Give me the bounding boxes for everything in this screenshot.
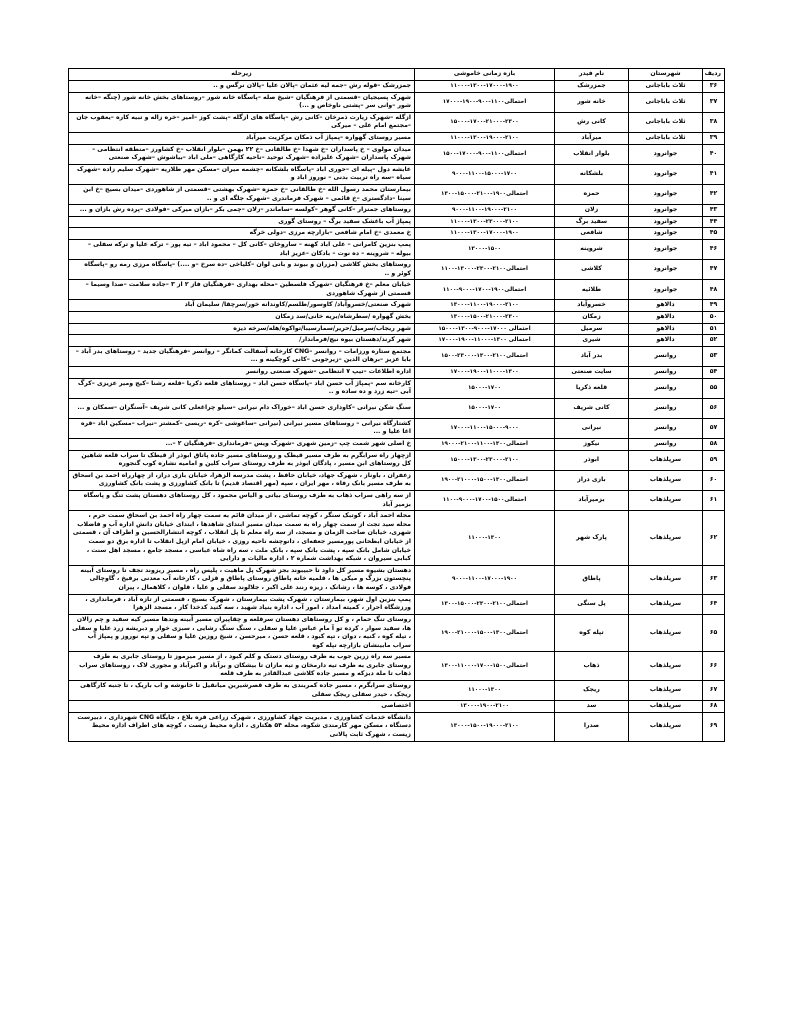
row-number: ۶۸ xyxy=(703,701,725,713)
table-row xyxy=(69,323,725,335)
table-row xyxy=(69,378,725,398)
header-feeder: نام فیدر xyxy=(555,69,629,81)
row-number: ۴۶ xyxy=(703,239,725,259)
feeder-cell: میرآباد xyxy=(555,132,629,144)
header-radif: ردیف xyxy=(703,69,725,81)
row-number: ۴۸ xyxy=(703,280,725,300)
row-number: ۵۵ xyxy=(703,378,725,398)
row-number: ۴۵ xyxy=(703,228,725,240)
schedule-cell: ۱۳۰۰۰-۱۹۰۰-۲۱۰۰ xyxy=(415,701,555,713)
area-cell: خیابان معلم –خ فرهنگیان –شهرک فلسطین –محله بهداری –فرهنگیان فاز ۲ از ۳ –جاده سلامت –صدا وسیما –قسمتی از شهرک شاهوردی xyxy=(69,280,415,300)
schedule-cell: ۱۱۰۰۰-۱۳۰۰ xyxy=(415,511,555,566)
area-cell: شهر کرند/دهستان بیوه نیچ/فرماندار/ xyxy=(69,335,415,347)
table-row xyxy=(69,164,725,184)
table-row xyxy=(69,205,725,217)
city-cell: جوانرود xyxy=(629,260,703,280)
outage-table xyxy=(68,68,725,742)
row-number: ۵۸ xyxy=(703,439,725,451)
city-cell: سرپلذهاب xyxy=(629,652,703,681)
area-cell: کشتارگاه نیرانی – روستاهای مسیر نیرانی (نیرانی –ساغوشی –کره –ریسی –کمشتر –نیراب –مسکین اباد –قره اغا علیا و ... xyxy=(69,418,415,438)
city-cell: روانسر xyxy=(629,346,703,366)
schedule-cell: احتمالی۲۱۰۰-۲۳۰۰-۱۳۰۰۰-۱۱۰۰ xyxy=(415,260,555,280)
schedule-cell: ۱۳۰۰۰-۱۵۰۰-۲۱۰۰۰-۲۳۰۰ xyxy=(415,312,555,324)
area-cell: سنگ شکن نیرانی –کاوداری حسن اباد –خوراک دام نیرانی –سیلو چراغعلی کانی شریف –آسنگران –سمکان و ... xyxy=(69,398,415,418)
feeder-cell: شروینه xyxy=(555,239,629,259)
area-cell: اختصاصی xyxy=(69,701,415,713)
row-number: ۴۲ xyxy=(703,184,725,204)
area-cell: شهر ریجاب/سرمیل/حریر/سمارسیبا/تواکوه/هله/سرخه دیزه xyxy=(69,323,415,335)
table-row xyxy=(69,652,725,681)
city-cell: سرپلذهاب xyxy=(629,470,703,490)
feeder-cell: کلاشی xyxy=(555,260,629,280)
schedule-cell: ۱۵۰۰۰-۱۳۰۰-۹۰۰۰-۱۷۰۰۰ احتمالی xyxy=(415,323,555,335)
city-cell: روانسر xyxy=(629,378,703,398)
table-row xyxy=(69,132,725,144)
power-outage-schedule xyxy=(68,68,724,742)
feeder-cell: شافعی xyxy=(555,228,629,240)
row-number: ۵۹ xyxy=(703,450,725,470)
area-cell: مسیر روستای گهواره –پمپاژ آب ذمکان مرکزیت میرآباد xyxy=(69,132,415,144)
feeder-cell: جمزرشک xyxy=(555,81,629,93)
row-number: ۶۹ xyxy=(703,712,725,741)
area-cell: زعفران ، باوناز ، شهرک جهاد، خیابان حافظ ، پشت مدرسه الزهرا، خیابان بازی دراز، از چهارراه احمد بن اسحاق به طرف مسیر بانک رفاه ، مهر ایران ، سپه (مهر اقتصاد قدیم) تا بانک کشاورزی و پشت بانک کشاورزی xyxy=(69,470,415,490)
city-cell: روانسر xyxy=(629,418,703,438)
area-cell: روستاهای جمنزار –کانی گوهر –کولسه –ساماندر –زلان –چمی بکر –بازان میرکی –فولادی –پرده رش بازان و ... xyxy=(69,205,415,217)
row-number: ۵۱ xyxy=(703,323,725,335)
area-cell: عابشه دول –پیله ای –حوری اباد –پاسگاه بلشکانه –چشمه میران –مسکن مهر طلاریه –شهرک سلیم زاده –شهرک سیاه –سه راه تربیت بدنی – نوروز اباد و xyxy=(69,164,415,184)
schedule-cell: ۱۷۰۰۰-۱۱۰۰-۱۵۰۰۰-۹۰۰۰ xyxy=(415,418,555,438)
area-cell: روستای تنگ حمام ، و کل روستاهای دهستان سرقلعه و چقاپیران مسیر آبینه وندها مسیر کیه سفید و چم زالان ها، سفید سوار ، کرده تو آ مام عباس علیا و سفلی ، سنگ سنگ رشایی ، سبزی خوار و دبریشه زرد علیا و سفلی ، تیله کوه ، کنیه ، دوان ، تپه کبود ، قلعه حسن ، میرحسن ، شیخ روزین علیا و سفلی و تپه نوروز و پمپاژ آب سراب مابینشان بازارچه تپله کوه xyxy=(69,614,415,651)
table-row xyxy=(69,184,725,204)
row-number: ۵۲ xyxy=(703,335,725,347)
table-row xyxy=(69,144,725,164)
feeder-cell: کانی شریف xyxy=(555,398,629,418)
feeder-cell: شیری xyxy=(555,335,629,347)
area-cell: میدان مولوی – خ پاسداران –خ شهدا –خ طالقانی –خ ۲۲ بهمن –بلوار انقلاب –خ کشاورز –منطقه انتظامی –شهرک پاسداران –شهرک علیزاده –شهرک توحید –ناحیه کارگاهی –ملی اباد –بیاشوش –شهرک صنعتی xyxy=(69,144,415,164)
table-row xyxy=(69,81,725,93)
feeder-cell: ذهاب xyxy=(555,652,629,681)
feeder-cell: سایت صنعتی xyxy=(555,367,629,379)
area-cell: از سه راهی سراب ذهاب به طرف روستای بیاتی و الیاس محمود ، کل روستاهای دهستان پشت تنگ و پاسگاه بزمیر آباد xyxy=(69,490,415,510)
area-cell: بیمارستان محمد رسول الله –خ طالقانی –خ حمزه –شهرک بهشتی –قسمتی از شاهوردی –میدان بسیج –خ ابن سینا –دادگستری –خ قائمی – شهرک فرماندری –شهرک جلگه ای و .. xyxy=(69,184,415,204)
schedule-cell: ۹۰۰۰-۱۱۰۰-۱۷۰۰۰-۱۹۰۰ xyxy=(415,565,555,594)
table-row xyxy=(69,300,725,312)
row-number: ۵۷ xyxy=(703,418,725,438)
feeder-cell: طلائیه xyxy=(555,280,629,300)
row-number: ۳۹ xyxy=(703,132,725,144)
schedule-cell: ۱۱۰۰۰-۱۳۰۰-۲۳۰۰۰-۲۱۰۰ xyxy=(415,216,555,228)
city-cell: جوانرود xyxy=(629,164,703,184)
table-row xyxy=(69,228,725,240)
table-header-row xyxy=(69,69,725,81)
row-number: ۶۰ xyxy=(703,470,725,490)
table-row xyxy=(69,565,725,594)
feeder-cell: خانه شور xyxy=(555,92,629,112)
schedule-cell: احتمالی۱۵۰۰-۱۷۰۰-۹۰۰۰-۱۱۰۰ xyxy=(415,490,555,510)
feeder-cell: پارک شهر xyxy=(555,511,629,566)
row-number: ۵۳ xyxy=(703,346,725,366)
row-number: ۴۷ xyxy=(703,260,725,280)
table-row xyxy=(69,92,725,112)
city-cell: روانسر xyxy=(629,398,703,418)
feeder-cell: نیرانی xyxy=(555,418,629,438)
row-number: ۴۴ xyxy=(703,216,725,228)
city-cell: سرپلذهاب xyxy=(629,511,703,566)
header-city: شهرستان xyxy=(629,69,703,81)
table-row xyxy=(69,701,725,713)
feeder-cell: سفید برگ xyxy=(555,216,629,228)
schedule-cell: ۱۱۰۰۰-۱۳۰۰ xyxy=(415,681,555,701)
row-number: ۵۴ xyxy=(703,367,725,379)
city-cell: ثلاث باباجانی xyxy=(629,132,703,144)
schedule-cell: احتمالی۱۹۰۰-۲۱۰۰-۱۵۰۰۰-۱۳۰۰ xyxy=(415,184,555,204)
row-number: ۳۸ xyxy=(703,112,725,132)
feeder-cell: بازی دراز xyxy=(555,470,629,490)
schedule-cell: ۱۱۰۰۰-۱۳۰۰-۱۹۰۰۰-۲۱۰۰ xyxy=(415,132,555,144)
feeder-cell: ابوذر xyxy=(555,450,629,470)
city-cell: دالاهو xyxy=(629,312,703,324)
feeder-cell: بزمیرآباد xyxy=(555,490,629,510)
city-cell: جوانرود xyxy=(629,228,703,240)
row-number: ۶۲ xyxy=(703,511,725,566)
area-cell: شهرک صنعتی/خسروآباد/ کاوسور/طلسم/کاوندانه خور/سرچقا/ سلیمان آباد xyxy=(69,300,415,312)
feeder-cell: حمزه xyxy=(555,184,629,204)
area-cell: دهستان بشیوه مسیر کل داود تا حبیبوند بجز شهرک پل ماهیت ، پلیس راه ، مسیر ریزوند تجف تا روستای آبینه پنچستون بزرگ و میکی ها ، قلمیه خانه پاطاق روستای پاطاق و قزلی ، کارخانه آب معدنی برفیخ ، گاوچالی فولادی ، کوسه ها ، رشانک ، زیزه رنند علی اکبر ، جلالوند سفلی و علیا ، قلوان ، کلاهمال ، پیران xyxy=(69,565,415,594)
table-row xyxy=(69,280,725,300)
city-cell: سرپلذهاب xyxy=(629,614,703,651)
city-cell: سرپلذهاب xyxy=(629,490,703,510)
table-row xyxy=(69,346,725,366)
feeder-cell: قلعه ذکریا xyxy=(555,378,629,398)
feeder-cell: پل سنگی xyxy=(555,594,629,614)
schedule-cell: احتمالی۱۹۰۰-۱۷۰۰-۹۰۰۰-۱۱۰۰ xyxy=(415,280,555,300)
feeder-cell: سرمیل xyxy=(555,323,629,335)
table-row xyxy=(69,614,725,651)
row-number: ۳۶ xyxy=(703,81,725,93)
city-cell: ثلاث باباجانی xyxy=(629,92,703,112)
area-cell: دانشگاه خدمات کشاورزی ، مدیریت جهاد کشاورزی ، شهرک زراعی قره بلاغ ، جایگاه CNG شهرداری ، دبیرست دستگاه ، مسکن مهر کارمندی شکوه، محله ۵۴ هکتاری ، اداره محیط زیست ، کوچه های اطراف اداره محیط زیست ، شهرک ثابت پالانی xyxy=(69,712,415,741)
schedule-cell: ۱۵۰۰۰-۱۷۰۰ xyxy=(415,398,555,418)
schedule-cell: احتمالی۱۳۰۰-۱۵۰۰-۲۱۰۰۰-۱۹۰۰ xyxy=(415,470,555,490)
feeder-cell: صدرا xyxy=(555,712,629,741)
city-cell: جوانرود xyxy=(629,216,703,228)
area-cell: روستای سرابگرم ، مسیر جاده کمربندی به طرف قصرشیرین میانقیل تا خانوشه و اب باریک ، تا جنبه کارگاهی ریجک ، حیدر سفلی ریجک سفلی xyxy=(69,681,415,701)
header-schedule: بازه زمانی خاموشی xyxy=(415,69,555,81)
feeder-cell: پاطاق xyxy=(555,565,629,594)
row-number: ۶۷ xyxy=(703,681,725,701)
table-row xyxy=(69,260,725,280)
area-cell: مسیر سه راه زرین جوب به طرف روستای دستک و کلم کبود ، از مسیر میرموز تا روستای جابری به طرف روستای جابری به طرف تیه دارمخان و تیه مازان تا بیشکان و برآباد و اکبرآباد و مجوری لاک ، روستاهای سراب ذهاب تا ملة دیزکه و مسیر جاده کلاشی عبدالقادر به طرف قلعه xyxy=(69,652,415,681)
schedule-cell: ۱۹۰۰۰-۲۱۰۰-۱۱۰۰-۱۳۰۰احتمالی xyxy=(415,439,555,451)
area-cell: شهرک پسیجیان –قسمتی از فرهنگیان –شیخ صله –پاسگاه خانه شور –روستاهای بخش خانه شور (چنگه –خانه شور –وانی سر –پشتی ناوخاص و ...) xyxy=(69,92,415,112)
area-cell: پمپ بنزین اول شهر، بیمارستان ، شهرک پشت بیمارستان ، شهرک بسیج ، قسمتی از تازه آباد ، فرمانداری ، ورزشگاه احرار ، کمیته امداد ، امور آب ، اداره بنیاد شهید ، سه کنید کدخدا کار ، مسجد الزهرا xyxy=(69,594,415,614)
table-row xyxy=(69,216,725,228)
city-cell: جوانرود xyxy=(629,184,703,204)
city-cell: ثلاث باباجانی xyxy=(629,81,703,93)
city-cell: جوانرود xyxy=(629,205,703,217)
schedule-cell: ۱۳۰۰۰-۱۱۰۰-۱۹۰۰۰-۲۱۰۰ xyxy=(415,300,555,312)
row-number: ۴۰ xyxy=(703,144,725,164)
area-cell: پمپ بنزین کامرانی – علی اباد کهنه – ساروخان –کانی کل – محمود اباد – تیه پور – ترکه علیا و ترکه سفلی – بیوله – شروینه – ده نوت – بادکان –عزیز اباد xyxy=(69,239,415,259)
feeder-cell: سد xyxy=(555,701,629,713)
table-row xyxy=(69,335,725,347)
area-cell: اداره اطلاعات –تیپ ۷ انتظامی –شهرک صنعتی روانسر xyxy=(69,367,415,379)
schedule-cell: ۱۱۰۰۰-۱۳۰۰-۱۷۰۰۰-۱۹۰۰ xyxy=(415,228,555,240)
row-number: ۳۷ xyxy=(703,92,725,112)
schedule-cell: ۱۱۰۰۰-۱۳۰۰-۱۷۰۰۰-۱۹۰۰ xyxy=(415,81,555,93)
city-cell: دالاهو xyxy=(629,323,703,335)
area-cell: محله احمد آباد ، کوتبک سنگر ، کوچه تماشی ، از میدان قائم به سمت چهار راه احمد بن اسحاق سمت حرم ، محله سید تجت از سمت چهار راه به سمت میدان مسیر ابتدای شاهدها ، ابتدای خیابان دانش اداره آب و فاضلاب شهری، خیابان صاحب الزمان و مسجد، از سه راه معلم تا پل انقلاب ، کوچه انتشارالحسین و اطراف آن ، قسمتی از خیابان ابطحانی پورمسیر جعفه‌ای ، دانوچشه ناحیه روزی ، خیابان امام ازپل انقلاب تا اداره برق دو سمت خیابان شامل بانک سپه ، پشت بانک سپه ، بانک ملت ، سه راه شاه عباسی ، مسجد جامع ، مسجد اهل سنت ، کبابی سیروان ، شبکه بهداشت شماره ۲ ، اداره مالیات و دارایی xyxy=(69,511,415,566)
schedule-cell: ۱۳۰۰۰-۱۵۰۰-۱۹۰۰۰-۲۱۰۰ xyxy=(415,712,555,741)
row-number: ۴۱ xyxy=(703,164,725,184)
schedule-cell: ۱۷۰۰۰-۱۹۰۰-۱۱۰۰۰-۱۳۰۰ xyxy=(415,367,555,379)
schedule-cell: احتمالی۱۱۰۰-۹۰۰-۱۷۰۰۰-۱۵۰۰ xyxy=(415,144,555,164)
area-cell: خ اصلی شهر شمت چپ –زمین شهری –شهرک ویس –فرمانداری –فرهنگیان ۲ –... xyxy=(69,439,415,451)
area-cell: جمزرشک –قوله رش –جمه لیه عثمان –پالان علیا –پالان نرگس و .. xyxy=(69,81,415,93)
schedule-cell: احتمالی۲۱۰۰-۱۳۰۰-۲۳۰۰۰-۱۵۰۰ xyxy=(415,346,555,366)
city-cell: سرپلذهاب xyxy=(629,681,703,701)
row-number: ۶۵ xyxy=(703,614,725,651)
city-cell: روانسر xyxy=(629,439,703,451)
schedule-cell: ۹۰۰۰-۱۱۰۰-۱۵۰۰۰-۱۷۰۰ xyxy=(415,164,555,184)
table-row xyxy=(69,470,725,490)
table-row xyxy=(69,712,725,741)
feeder-cell: بدر آباد xyxy=(555,346,629,366)
feeder-cell: کانی رش xyxy=(555,112,629,132)
feeder-cell: ریجک xyxy=(555,681,629,701)
feeder-cell: زلان xyxy=(555,205,629,217)
table-row xyxy=(69,594,725,614)
city-cell: جوانرود xyxy=(629,280,703,300)
city-cell: سرپلذهاب xyxy=(629,565,703,594)
area-cell: ازچهار راه سرابگرم به طرف مسیر قیطک و روستاهای مسیر جاده پاتاق ابوذر از قیطک تا سراب قلعه شاهین کل روستاهای ابن مسیر ، پادگان ابوذر به طرف روستای سراب کلین و امامیه نشاره کوب گنجوره xyxy=(69,450,415,470)
city-cell: دالاهو xyxy=(629,300,703,312)
schedule-cell: ۹۰۰۰-۱۱۰۰-۱۹۰۰۰-۲۱۰۰ xyxy=(415,205,555,217)
city-cell: دالاهو xyxy=(629,335,703,347)
schedule-cell: احتمالی۱۱۰۰-۹۰۰-۱۹۰۰-۱۷۰۰۰ xyxy=(415,92,555,112)
row-number: ۴۹ xyxy=(703,300,725,312)
area-cell: ازگله –شهرک زیارت ذمرخان –کانی رش –پاسگاه های ازگله –پشت کوز –امیر –خره زاله و تبیه کاره –یعقوب جان –مجتمع امام علی – میرکی xyxy=(69,112,415,132)
area-cell: کارخانه سم –پمپاژ آب حسن اباد –پاسگاه حسن اباد – روستاهای قلعه ذکریا –قلعه رشنا –کیج ومیر عزیزی –کرگ آبی –تیه زرد و ده ساده و .. xyxy=(69,378,415,398)
table-row xyxy=(69,398,725,418)
area-cell: بخش گهواره /سطرشاه/بریه خانی/سد زمکان xyxy=(69,312,415,324)
area-cell: خ معمدی –خ امام شافعی –بازارچه مرزی –دولی خرگه xyxy=(69,228,415,240)
table-row xyxy=(69,681,725,701)
feeder-cell: نیکوز xyxy=(555,439,629,451)
schedule-cell: ۱۷۰۰۰-۱۹۰۰-۱۱۰۰۰-۱۳۰۰ احتمالی xyxy=(415,335,555,347)
city-cell: ثلاث باباجانی xyxy=(629,112,703,132)
table-row xyxy=(69,112,725,132)
row-number: ۴۳ xyxy=(703,205,725,217)
header-area: زیرحله xyxy=(69,69,415,81)
table-row xyxy=(69,312,725,324)
table-row xyxy=(69,439,725,451)
row-number: ۵۰ xyxy=(703,312,725,324)
feeder-cell: بلشکانه xyxy=(555,164,629,184)
city-cell: جوانرود xyxy=(629,239,703,259)
schedule-cell: ۱۳۰۰۰-۱۵۰۰ xyxy=(415,239,555,259)
row-number: ۶۶ xyxy=(703,652,725,681)
area-cell: مجتمع ستاره ورزامات – روانسر –CNG کارخانه آسفالت کمانگر – روانسر –فرهنگیان جدید – روستاهای بدر آباد –بابا عزیز –برهان الدین –زیرجوبی –کانی کوچکینه و ... xyxy=(69,346,415,366)
city-cell: روانسر xyxy=(629,367,703,379)
table-row xyxy=(69,367,725,379)
table-row xyxy=(69,450,725,470)
feeder-cell: زمکان xyxy=(555,312,629,324)
row-number: ۶۱ xyxy=(703,490,725,510)
area-cell: روستاهای بخش کلاشی (مزران و بیوند و بانی لوان –کلیاخی –ده سرخ –و ....) –پاسگاه مرزی رمه رو –پاسگاه کوئر و .. xyxy=(69,260,415,280)
schedule-cell: ۱۵۰۰۰-۱۷۰۰-۲۱۰۰۰-۲۳۰۰ xyxy=(415,112,555,132)
row-number: ۵۶ xyxy=(703,398,725,418)
schedule-cell: احتمالی۱۵۰۰-۱۷۰۰-۱۱۰۰۰-۱۳۰۰ xyxy=(415,652,555,681)
city-cell: سرپلذهاب xyxy=(629,701,703,713)
table-row xyxy=(69,511,725,566)
schedule-cell: احتمالی۲۱۰۰-۲۳۰۰-۱۵۰۰۰-۱۳۰۰ xyxy=(415,594,555,614)
city-cell: سرپلذهاب xyxy=(629,712,703,741)
schedule-cell: احتمالی۱۳۰۰-۱۵۰۰-۲۱۰۰۰-۱۹۰۰ xyxy=(415,614,555,651)
row-number: ۶۴ xyxy=(703,594,725,614)
table-row xyxy=(69,239,725,259)
schedule-cell: ۱۵۰۰۰-۱۷۰۰ xyxy=(415,378,555,398)
feeder-cell: خسروآباد xyxy=(555,300,629,312)
city-cell: سرپلذهاب xyxy=(629,594,703,614)
table-row xyxy=(69,418,725,438)
table-body xyxy=(69,81,725,742)
city-cell: سرپلذهاب xyxy=(629,450,703,470)
schedule-cell: ۱۵۰۰۰-۱۳۰۰-۲۳۰۰۰-۲۱۰۰ xyxy=(415,450,555,470)
row-number: ۶۳ xyxy=(703,565,725,594)
feeder-cell: تپله کوه xyxy=(555,614,629,651)
area-cell: پمپاژ آب باغشک سفید برگ – روستای گوری xyxy=(69,216,415,228)
table-row xyxy=(69,490,725,510)
city-cell: جوانرود xyxy=(629,144,703,164)
feeder-cell: بلوار انقلاب xyxy=(555,144,629,164)
